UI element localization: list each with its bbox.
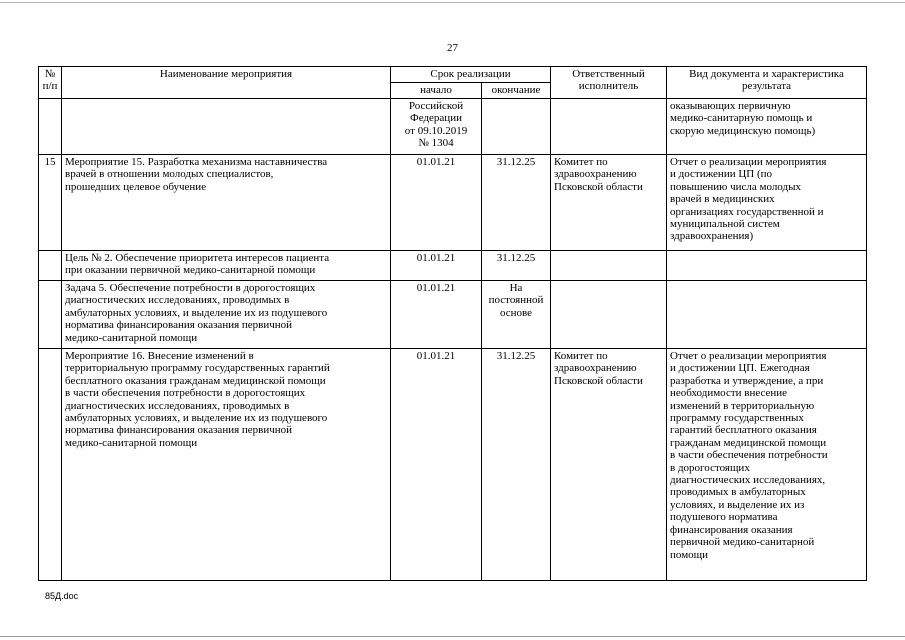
row-result: Отчет о реализации мероприятия и достижении ЦП. Ежегодная разработка и утверждение, а при необходимости внесение изменений в территориальную программу государственных гарантий бесплатного оказания гражданам медицинской помощи в части обеспечения потребности в дорогостоящих диагностических исследованиях, проводимых в амбулаторных условиях, и выделение их из подушевого норматива финансирования оказания первичной медико-санитарной помощи: [667, 349, 867, 581]
row-responsible: Комитет по здравоохранению Псковской области: [551, 155, 667, 251]
table-row: [39, 155, 867, 251]
row-start: 01.01.21: [391, 155, 482, 251]
row-result: оказывающих первичную медико-санитарную помощь и скорую медицинскую помощь): [667, 99, 867, 155]
table-row: [39, 281, 867, 349]
row-start: 01.01.21: [391, 251, 482, 281]
row-end: [482, 99, 551, 155]
row-end: 31.12.25: [482, 251, 551, 281]
header-name: Наименование мероприятия: [62, 67, 391, 99]
row-num: [39, 349, 62, 581]
row-end: На постоянной основе: [482, 281, 551, 349]
file-name-footer: 85Д.doc: [45, 591, 79, 601]
row-responsible: [551, 251, 667, 281]
row-responsible: [551, 99, 667, 155]
row-responsible: Комитет по здравоохранению Псковской области: [551, 349, 667, 581]
scan-top-edge: [0, 2, 905, 3]
row-start: 01.01.21: [391, 349, 482, 581]
header-num: № п/п: [39, 67, 62, 99]
header-period: Срок реализации: [391, 67, 551, 83]
row-name: [62, 99, 391, 155]
header-responsible: Ответственный исполнитель: [551, 67, 667, 99]
row-name: Мероприятие 15. Разработка механизма наставничества врачей в отношении молодых специалистов, прошедших целевое обучение: [62, 155, 391, 251]
scan-bottom-edge: [0, 636, 905, 637]
header-result: Вид документа и характеристика результата: [667, 67, 867, 99]
row-num: [39, 281, 62, 349]
row-end: 31.12.25: [482, 349, 551, 581]
row-result: [667, 281, 867, 349]
row-end: 31.12.25: [482, 155, 551, 251]
row-num: 15: [39, 155, 62, 251]
table-row: [39, 349, 867, 581]
row-result: Отчет о реализации мероприятия и достижении ЦП (по повышению числа молодых врачей в медицинских организациях государственной и муниципальной систем здравоохранения): [667, 155, 867, 251]
header-start: начало: [391, 83, 482, 99]
row-name: Задача 5. Обеспечение потребности в дорогостоящих диагностических исследованиях, проводимых в амбулаторных условиях, и выделение их из подушевого норматива финансирования оказания первичной медико-санитарной помощи: [62, 281, 391, 349]
measures-table: [38, 66, 867, 581]
table-row: [39, 99, 867, 155]
row-num: [39, 99, 62, 155]
table-row: [39, 251, 867, 281]
row-start: 01.01.21: [391, 281, 482, 349]
row-start: Российской Федерации от 09.10.2019 № 1304: [391, 99, 482, 155]
page-number: 27: [447, 42, 458, 54]
header-end: окончание: [482, 83, 551, 99]
row-responsible: [551, 281, 667, 349]
row-name: Мероприятие 16. Внесение изменений в территориальную программу государственных гарантий бесплатного оказания гражданам медицинской помощи в части обеспечения потребности в дорогостоящих диагностических исследованиях, проводимых в амбулаторных условиях, и выделение их из подушевого норматива финансирования оказания первичной медико-санитарной помощи: [62, 349, 391, 581]
row-result: [667, 251, 867, 281]
row-name: Цель № 2. Обеспечение приоритета интересов пациента при оказании первичной медико-санитарной помощи: [62, 251, 391, 281]
table-header-row: [39, 67, 867, 83]
row-num: [39, 251, 62, 281]
